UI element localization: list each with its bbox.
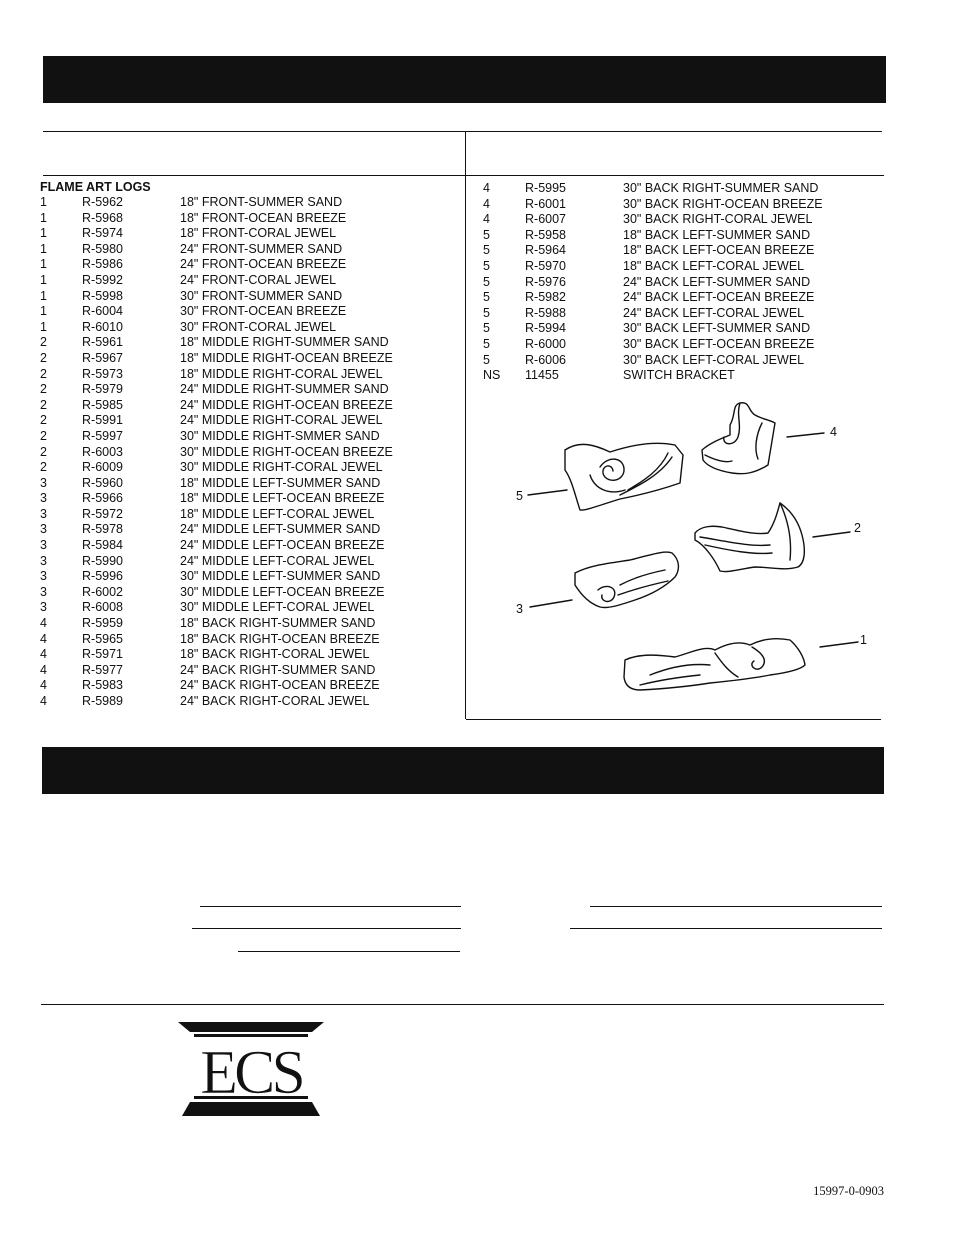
part-number: R-5961 [82,335,123,350]
part-description: SWITCH BRACKET [623,368,735,383]
form-line-5 [570,928,882,929]
part-description: 18" MIDDLE LEFT-OCEAN BREEZE [180,491,385,506]
list-item [40,632,460,648]
item-key: 3 [40,522,47,537]
list-item [40,226,460,242]
list-item [40,554,460,570]
list-item [40,678,460,694]
list-item [483,306,883,322]
part-description: 24" MIDDLE RIGHT-CORAL JEWEL [180,413,383,428]
item-key: 1 [40,195,47,209]
part-number: R-5966 [82,491,123,506]
part-number: R-5965 [82,631,123,646]
part-description: 24" BACK LEFT-CORAL JEWEL [623,305,805,320]
list-item [40,367,460,383]
part-number: R-5997 [82,428,123,443]
item-key: 2 [40,397,47,412]
item-key: 2 [40,366,47,381]
part-number: R-5972 [82,506,123,521]
part-number: R-5991 [82,413,123,428]
part-number: R-5990 [82,553,123,568]
item-key: 1 [40,319,47,334]
part-number: R-5977 [82,662,123,677]
part-description: 30" MIDDLE RIGHT-OCEAN BREEZE [180,444,393,459]
footer-rule [41,1004,884,1005]
parts-list-left [40,195,460,710]
part-number: R-5989 [82,694,123,708]
ecs-logo [176,1022,326,1117]
part-description: 24" MIDDLE RIGHT-OCEAN BREEZE [180,397,393,412]
item-key: 2 [40,350,47,365]
form-line-3 [238,951,460,952]
item-key: 5 [483,305,490,320]
table-top-rule [43,131,882,132]
part-description: 24" MIDDLE LEFT-CORAL JEWEL [180,553,375,568]
callout-1: 1 [860,633,867,647]
item-key: 4 [40,631,47,646]
item-key: 4 [40,678,47,693]
part-description: 18" FRONT-CORAL JEWEL [180,226,337,241]
part-description: 18" MIDDLE LEFT-CORAL JEWEL [180,506,375,521]
item-key: NS [483,368,501,383]
list-item [40,616,460,632]
part-number: R-5974 [82,226,123,241]
list-item [40,320,460,336]
log-4-illustration [702,403,775,474]
callout-3: 3 [516,602,523,616]
list-item [483,321,883,337]
list-item [40,491,460,507]
part-number: R-5960 [82,475,123,490]
list-item [483,368,883,384]
item-key: 5 [483,321,490,336]
part-description: 30" BACK LEFT-OCEAN BREEZE [623,336,815,351]
part-number: R-5983 [82,678,123,693]
part-description: 30" MIDDLE LEFT-SUMMER SAND [180,569,381,584]
log-5-illustration [565,443,683,510]
item-key: 2 [40,428,47,443]
list-item [40,460,460,476]
ecs-logo-text: ECS [200,1039,302,1107]
item-key: 4 [40,647,47,662]
part-description: 30" BACK RIGHT-SUMMER SAND [623,181,819,195]
list-item [483,243,883,259]
callout-2: 2 [854,521,861,535]
item-key: 3 [40,491,47,506]
item-key: 3 [40,553,47,568]
item-key: 5 [483,227,490,242]
part-number: 11455 [525,368,559,383]
list-item [483,337,883,353]
item-key: 1 [40,226,47,241]
part-number: R-5968 [82,210,123,225]
list-item [483,259,883,275]
item-key: 1 [40,257,47,272]
part-number: R-5976 [525,274,566,289]
part-description: 24" FRONT-OCEAN BREEZE [180,257,347,272]
list-item [40,257,460,273]
list-item [483,197,883,213]
part-description: 18" BACK LEFT-CORAL JEWEL [623,258,805,273]
part-number: R-6010 [82,319,123,334]
item-key: 4 [40,662,47,677]
part-description: 30" MIDDLE RIGHT-SMMER SAND [180,428,380,443]
log-2-illustration [695,503,804,572]
part-description: 24" MIDDLE RIGHT-SUMMER SAND [180,382,389,397]
part-description: 18" BACK RIGHT-OCEAN BREEZE [180,631,380,646]
list-item [40,289,460,305]
list-item [40,335,460,351]
form-line-4 [590,906,882,907]
part-description: 30" FRONT-SUMMER SAND [180,288,343,303]
list-item [40,507,460,523]
item-key: 2 [40,460,47,475]
item-key: 3 [40,506,47,521]
part-number: R-5998 [82,288,123,303]
parts-list-right [483,181,883,384]
item-key: 4 [483,181,490,195]
part-number: R-5979 [82,382,123,397]
part-number: R-6001 [525,196,566,211]
list-item [40,429,460,445]
part-description: 24" BACK RIGHT-CORAL JEWEL [180,694,370,708]
part-number: R-5970 [525,258,566,273]
item-key: 1 [40,304,47,319]
list-item [40,476,460,492]
part-description: 24" MIDDLE LEFT-OCEAN BREEZE [180,538,385,553]
item-key: 1 [40,210,47,225]
list-item [40,351,460,367]
document-number: 15997-0-0903 [813,1184,884,1198]
list-item [40,382,460,398]
list-item [40,304,460,320]
section-bar [42,747,884,794]
list-item [40,569,460,585]
list-item [483,290,883,306]
item-key: 5 [483,243,490,258]
part-description: 30" BACK RIGHT-CORAL JEWEL [623,212,813,227]
list-item [40,585,460,601]
part-number: R-5994 [525,321,566,336]
part-description: 24" BACK LEFT-OCEAN BREEZE [623,290,815,305]
list-item [483,228,883,244]
list-item [40,600,460,616]
list-item [40,694,460,710]
item-key: 1 [40,272,47,287]
callout-5: 5 [516,489,523,503]
part-number: R-6003 [82,444,123,459]
log-diagram [500,395,880,705]
part-description: 18" BACK LEFT-SUMMER SAND [623,227,811,242]
part-description: 18" FRONT-SUMMER SAND [180,195,343,209]
part-description: 18" BACK RIGHT-SUMMER SAND [180,616,376,631]
section-title: FLAME ART LOGS [40,180,151,194]
part-description: 24" FRONT-CORAL JEWEL [180,272,337,287]
list-item [483,353,883,369]
part-number: R-6008 [82,600,123,615]
part-number: R-5996 [82,569,123,584]
item-key: 3 [40,569,47,584]
part-description: 30" BACK RIGHT-OCEAN BREEZE [623,196,823,211]
item-key: 2 [40,382,47,397]
part-number: R-6006 [525,352,566,367]
part-number: R-6007 [525,212,566,227]
item-key: 5 [483,336,490,351]
list-item [40,242,460,258]
part-description: 18" BACK RIGHT-CORAL JEWEL [180,647,370,662]
item-key: 2 [40,413,47,428]
item-key: 4 [483,212,490,227]
list-item [40,195,460,211]
part-description: 30" FRONT-CORAL JEWEL [180,319,337,334]
item-key: 3 [40,538,47,553]
item-key: 2 [40,444,47,459]
part-description: 18" MIDDLE RIGHT-SUMMER SAND [180,335,389,350]
list-item [40,211,460,227]
part-number: R-6002 [82,584,123,599]
part-description: 30" MIDDLE RIGHT-CORAL JEWEL [180,460,383,475]
table-header-rule [43,175,884,176]
part-description: 18" FRONT-OCEAN BREEZE [180,210,347,225]
form-line-1 [200,906,461,907]
part-description: 18" MIDDLE RIGHT-OCEAN BREEZE [180,350,393,365]
list-item [40,398,460,414]
header-bar [43,56,886,103]
part-description: 30" FRONT-OCEAN BREEZE [180,304,347,319]
item-key: 2 [40,335,47,350]
part-number: R-5964 [525,243,566,258]
part-description: 24" MIDDLE LEFT-SUMMER SAND [180,522,381,537]
part-number: R-5973 [82,366,123,381]
part-description: 24" BACK RIGHT-OCEAN BREEZE [180,678,380,693]
item-key: 4 [40,616,47,631]
part-number: R-5959 [82,616,123,631]
table-bottom-rule [466,719,881,720]
part-number: R-5984 [82,538,123,553]
part-number: R-5967 [82,350,123,365]
form-line-2 [192,928,461,929]
part-description: 30" MIDDLE LEFT-CORAL JEWEL [180,600,375,615]
part-number: R-6009 [82,460,123,475]
item-key: 5 [483,352,490,367]
part-number: R-5980 [82,241,123,256]
part-number: R-5962 [82,195,123,209]
list-item [483,212,883,228]
item-key: 3 [40,475,47,490]
part-number: R-5978 [82,522,123,537]
log-3-illustration [575,552,678,607]
list-item [483,275,883,291]
part-number: R-5985 [82,397,123,412]
part-number: R-6004 [82,304,123,319]
part-number: R-5988 [525,305,566,320]
list-item [40,273,460,289]
part-description: 24" FRONT-SUMMER SAND [180,241,343,256]
list-item [40,647,460,663]
part-description: 24" BACK LEFT-SUMMER SAND [623,274,811,289]
part-number: R-5986 [82,257,123,272]
part-number: R-5992 [82,272,123,287]
part-description: 24" BACK RIGHT-SUMMER SAND [180,662,376,677]
part-description: 30" BACK LEFT-SUMMER SAND [623,321,811,336]
callout-4: 4 [830,425,837,439]
item-key: 1 [40,288,47,303]
part-description: 30" MIDDLE LEFT-OCEAN BREEZE [180,584,385,599]
list-item [40,445,460,461]
item-key: 4 [40,694,47,708]
list-item [40,522,460,538]
part-number: R-6000 [525,336,566,351]
part-description: 18" BACK LEFT-OCEAN BREEZE [623,243,815,258]
part-description: 18" MIDDLE RIGHT-CORAL JEWEL [180,366,383,381]
part-number: R-5995 [525,181,566,195]
list-item [483,181,883,197]
item-key: 1 [40,241,47,256]
part-number: R-5958 [525,227,566,242]
item-key: 5 [483,258,490,273]
log-1-illustration [624,639,805,690]
item-key: 4 [483,196,490,211]
part-number: R-5971 [82,647,123,662]
list-item [40,413,460,429]
list-item [40,538,460,554]
item-key: 5 [483,290,490,305]
part-description: 30" BACK LEFT-CORAL JEWEL [623,352,805,367]
item-key: 3 [40,600,47,615]
list-item [40,663,460,679]
item-key: 3 [40,584,47,599]
table-divider [465,131,466,719]
part-number: R-5982 [525,290,566,305]
part-description: 18" MIDDLE LEFT-SUMMER SAND [180,475,381,490]
item-key: 5 [483,274,490,289]
